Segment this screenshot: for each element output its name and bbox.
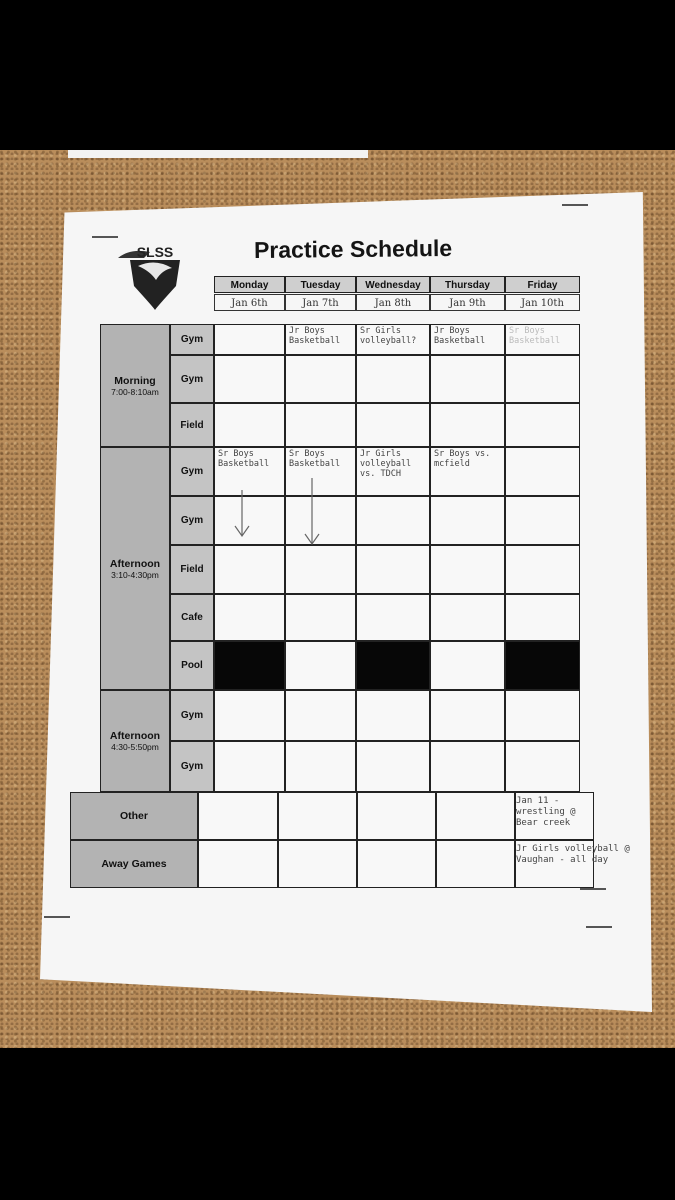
schedule-cell (214, 355, 285, 403)
date-wednesday: Jan 8th (356, 294, 430, 311)
schedule-cell (430, 690, 505, 741)
schedule-cell: Sr Boys Basketball (285, 447, 356, 496)
arrow-down-monday (232, 488, 252, 540)
row-label-gym: Gym (170, 496, 214, 545)
schedule-cell (285, 594, 356, 641)
paper-mark (562, 204, 588, 206)
schedule-cell: Sr Boys Basketball (214, 447, 285, 496)
date-friday: Jan 10th (505, 294, 580, 311)
schedule-cell (430, 355, 505, 403)
group-label: Afternoon (109, 730, 161, 742)
schedule-cell: Jr Girls volleyball vs. TDCH (356, 447, 430, 496)
schedule-cell (285, 355, 356, 403)
row-label-gym: Gym (170, 741, 214, 792)
group-away (70, 840, 198, 888)
schedule-cell (357, 792, 436, 840)
schedule-cell (357, 840, 436, 888)
row-label-field: Field (170, 545, 214, 594)
schedule-cell (356, 545, 430, 594)
paper-mark (580, 888, 606, 890)
schedule-cell (505, 594, 580, 641)
schedule-cell (285, 741, 356, 792)
schedule-cell (356, 496, 430, 545)
schedule-cell: Sr Girls volleyball? (356, 324, 430, 355)
group-label: Other (119, 810, 148, 822)
group-label: Afternoon (109, 557, 161, 570)
paper-mark (586, 926, 612, 928)
schedule-cell (430, 594, 505, 641)
date-tuesday: Jan 7th (285, 294, 356, 311)
row-label-pool: Pool (170, 641, 214, 690)
schedule-cell (214, 690, 285, 741)
schedule-cell (278, 840, 357, 888)
row-label-gym: Gym (170, 324, 214, 355)
schedule-cell (430, 496, 505, 545)
schedule-cell (214, 545, 285, 594)
schedule-cell (430, 641, 505, 690)
schedule-cell (505, 403, 580, 447)
group-time: 4:30-5:50pm (111, 742, 159, 752)
schedule-cell (198, 792, 278, 840)
schedule-cell (285, 690, 356, 741)
schedule-cell (356, 355, 430, 403)
group-time: 7:00-8:10am (111, 386, 159, 397)
friday-other-note: Jan 11 - wrestling @ Bear creek (516, 796, 576, 828)
group-label: Away Games (101, 858, 167, 870)
schedule-cell (214, 641, 285, 690)
schedule-cell (430, 403, 505, 447)
schedule-cell (356, 690, 430, 741)
day-header-friday: Friday (505, 276, 580, 293)
date-monday: Jan 6th (214, 294, 285, 311)
schedule-cell (214, 403, 285, 447)
group-label: Morning (114, 374, 156, 387)
date-thursday: Jan 9th (430, 294, 505, 311)
row-label-gym: Gym (170, 447, 214, 496)
schedule-cell (436, 840, 515, 888)
schedule-cell (278, 792, 357, 840)
schedule-cell (285, 641, 356, 690)
schedule-cell (505, 641, 580, 690)
paper-mark (44, 916, 70, 918)
schedule-cell (436, 792, 515, 840)
day-header-thursday: Thursday (430, 276, 505, 293)
schedule-cell (505, 496, 580, 545)
group-other (70, 792, 198, 840)
row-label-gym: Gym (170, 690, 214, 741)
schedule-cell (214, 594, 285, 641)
schedule-cell (505, 355, 580, 403)
day-header-monday: Monday (214, 276, 285, 293)
schedule-cell (356, 641, 430, 690)
schedule-cell (356, 741, 430, 792)
schedule-cell (505, 447, 580, 496)
page-title: Practice Schedule (253, 234, 453, 264)
row-label-cafe: Cafe (170, 594, 214, 641)
row-label-field: Field (170, 403, 214, 447)
group-afternoon2 (100, 690, 170, 792)
schedule-cell (505, 545, 580, 594)
schedule-cell: Sr Boys Basketball (505, 324, 580, 355)
schedule-cell (505, 690, 580, 741)
schedule-cell (430, 741, 505, 792)
schedule-cell: Jr Boys Basketball (430, 324, 505, 355)
day-header-tuesday: Tuesday (285, 276, 356, 293)
group-time: 3:10-4:30pm (111, 569, 159, 580)
group-afternoon1 (100, 447, 170, 690)
schedule-cell (356, 403, 430, 447)
schedule-cell (285, 403, 356, 447)
schedule-cell: Jr Boys Basketball (285, 324, 356, 355)
schedule-cell (198, 840, 278, 888)
schedule-cell (356, 594, 430, 641)
group-morning (100, 324, 170, 447)
friday-away-note: Jr Girls volleyball @ Vaughan - all day (516, 844, 630, 865)
schedule-cell (430, 545, 505, 594)
schedule-cell (505, 741, 580, 792)
logo-text: SLSS (136, 244, 174, 260)
row-label-gym: Gym (170, 355, 214, 403)
schedule-cell (285, 545, 356, 594)
day-header-wednesday: Wednesday (356, 276, 430, 293)
schedule-cell (214, 324, 285, 355)
schedule-cell: Sr Boys vs. mcfield (430, 447, 505, 496)
paper-mark (92, 236, 118, 238)
schedule-cell (214, 741, 285, 792)
arrow-down-tuesday (302, 476, 322, 548)
